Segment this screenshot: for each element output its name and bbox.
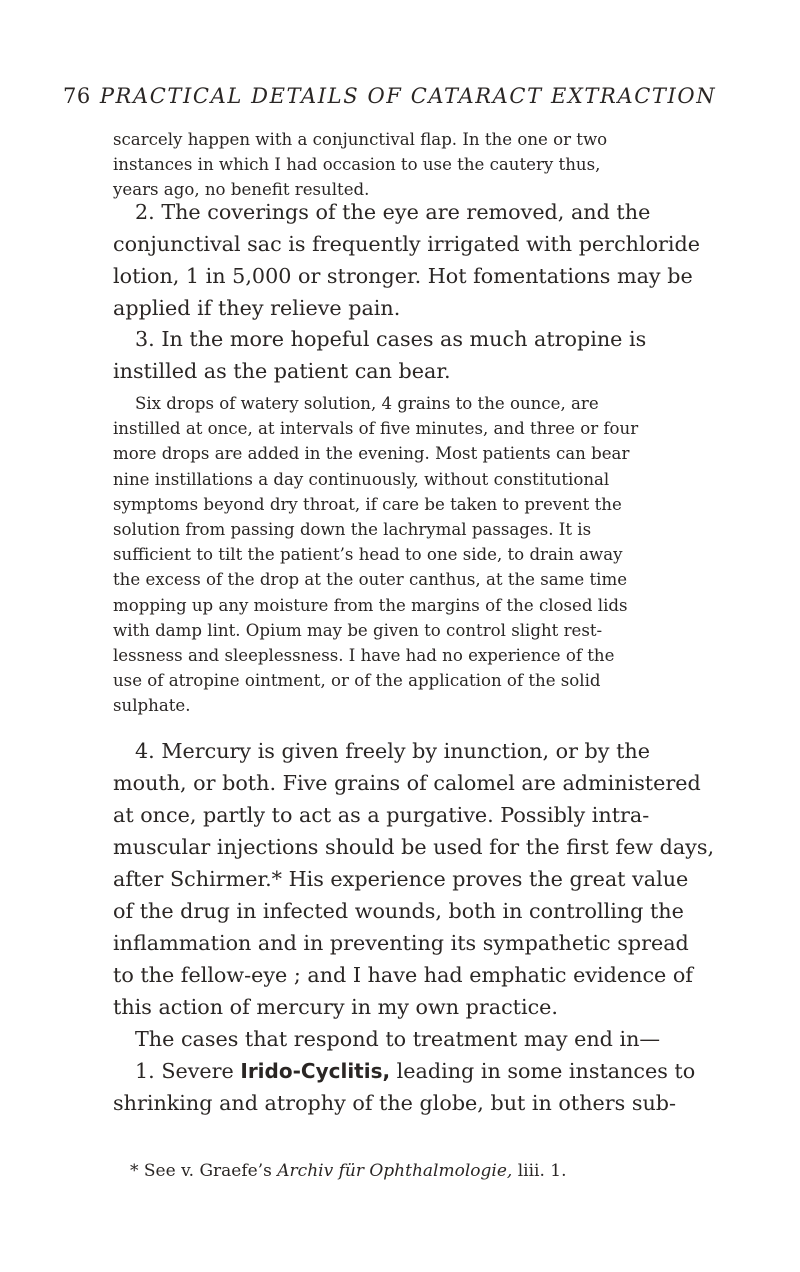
text-line: lotion, 1 in 5,000 or stronger. Hot fomentations may be (113, 264, 693, 288)
running-title: PRACTICAL DETAILS OF CATARACT EXTRACTION (99, 84, 717, 108)
text-line: years ago, no benefit resulted. (113, 180, 370, 200)
text-line: The cases that respond to treatment may end in— (135, 1027, 661, 1051)
paragraph-2-coverings (113, 196, 713, 324)
text-line: 3. In the more hopeful cases as much atropine is (135, 327, 647, 351)
paragraph-5-irido-cyclitis (113, 1055, 713, 1119)
paragraph-atropine-details (113, 391, 713, 719)
text-line: conjunctival sac is frequently irrigated with perchloride (113, 232, 701, 256)
text-line: shrinking and atrophy of the globe, but in others sub- (113, 1091, 677, 1115)
text-line: the excess of the drop at the outer canthus, at the same time (113, 570, 628, 590)
text-line: 4. Mercury is given freely by inunction, or by the (135, 739, 650, 763)
term-irido-cyclitis: Irido-Cyclitis, (240, 1059, 391, 1083)
text-line: to the fellow-eye ; and I have had emphatic evidence of (113, 963, 693, 987)
text-line: nine instillations a day continuously, without constitutional (113, 469, 610, 489)
footnote-suffix: liii. 1. (512, 1161, 567, 1181)
text-line: mouth, or both. Five grains of calomel are administered (113, 771, 701, 795)
text-line: inflammation and in preventing its sympathetic spread (113, 931, 689, 955)
paragraph-continuation (113, 127, 713, 203)
text-line: sufficient to tilt the patient’s head to one side, to drain away (113, 545, 623, 565)
footnote-prefix: * See v. Graefe’s (130, 1161, 278, 1181)
footnote-journal: Archiv für Ophthalmologie, (277, 1161, 513, 1181)
paragraph-4-mercury (113, 735, 713, 1055)
paragraph-3-atropine (113, 323, 713, 387)
text-line: with damp lint. Opium may be given to control slight rest- (113, 620, 603, 640)
text-line: Six drops of watery solution, 4 grains to the ounce, are (135, 394, 599, 413)
text-line (113, 1055, 713, 1087)
text-line: scarcely happen with a conjunctival flap. In the one or two (113, 130, 608, 149)
text-line: more drops are added in the evening. Most patients can bear (113, 444, 630, 464)
text-line: 2. The coverings of the eye are removed, and the (135, 200, 651, 224)
text-line: applied if they relieve pain. (113, 296, 401, 320)
item-rest: leading in some instances to (390, 1059, 696, 1083)
running-header (63, 84, 783, 116)
text-line: of the drug in infected wounds, both in controlling the (113, 899, 684, 923)
text-line: solution from passing down the lachrymal passages. It is (113, 520, 592, 540)
text-line: instilled as the patient can bear. (113, 359, 451, 383)
text-line: sulphate. (113, 696, 191, 716)
text-line: use of atropine ointment, or of the application of the solid (113, 671, 601, 691)
footnote (130, 1161, 566, 1181)
text-line: instances in which I had occasion to use the cautery thus, (113, 155, 601, 175)
text-line: instilled at once, at intervals of five minutes, and three or four (113, 419, 639, 439)
text-line: lessness and sleeplessness. I have had no experience of the (113, 646, 615, 666)
text-line: after Schirmer.* His experience proves the great value (113, 867, 689, 891)
text-line: mopping up any moisture from the margins of the closed lids (113, 595, 628, 615)
text-line: at once, partly to act as a purgative. Possibly intra- (113, 803, 650, 827)
item-prefix: 1. Severe (135, 1059, 241, 1083)
text-line: this action of mercury in my own practice. (113, 995, 558, 1019)
page-number: 76 (63, 84, 91, 108)
text-line: muscular injections should be used for the first few days, (113, 835, 715, 859)
text-line: symptoms beyond dry throat, if care be taken to prevent the (113, 494, 622, 514)
